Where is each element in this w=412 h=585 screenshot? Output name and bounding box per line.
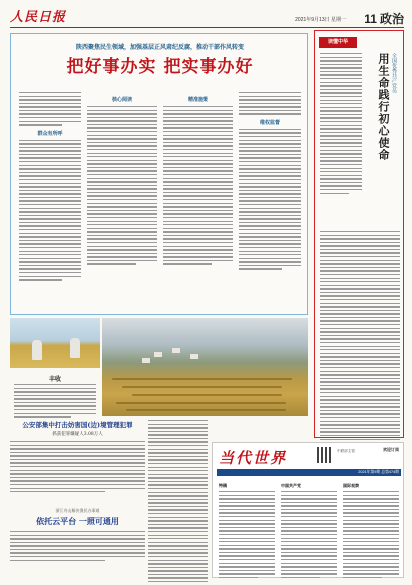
newspaper-logo: 人民日报: [10, 10, 67, 25]
harvest-photo-farmers: [10, 318, 100, 368]
feature-subhead-4: 维权监督: [259, 119, 280, 126]
ad-section-1: 特稿: [219, 483, 227, 488]
right-feature-body: [320, 231, 400, 444]
feature-subhead-3: 精准施策: [187, 97, 208, 103]
qr-code-icon[interactable]: [317, 447, 333, 463]
article-police: [10, 420, 145, 492]
ad-subscribe-label: 欢迎订阅: [383, 447, 399, 452]
page-number: 11: [364, 12, 377, 26]
masthead: [10, 6, 404, 28]
feature-subhead-2: 群众有所呼: [37, 130, 63, 137]
ad-section-3: 国际观察: [343, 483, 359, 488]
article-police-headline: 公安部集中打击妨害国(边)境管理犯罪: [22, 421, 133, 429]
ad-section-2: 中国共产党: [281, 483, 301, 488]
feature-article: [10, 33, 308, 315]
feature-kicker: 陕西聚焦民生领域，加强基层正风肃纪反腐，推动干部作风转变: [75, 45, 244, 51]
article-continued: [148, 420, 208, 585]
article-police-subhead: 抓获犯罪嫌疑人3.08万人: [52, 432, 103, 437]
right-feature-intro: [320, 53, 362, 194]
ad-publisher: 中联部主管: [337, 449, 355, 453]
magazine-ad[interactable]: [212, 442, 404, 578]
right-feature: [314, 30, 404, 438]
article-zhoushan: [10, 508, 145, 561]
feature-headline: 把好事办实 把实事办好: [66, 57, 254, 77]
article-zhoushan-headline: 依托云平台 一照可通用: [36, 516, 119, 526]
feature-subhead-1: 核心阅读: [111, 97, 132, 103]
section-label: [358, 8, 404, 27]
feature-column-4: [239, 92, 301, 270]
column-badge: 读懂中华: [319, 37, 357, 48]
feature-column-1: [19, 92, 81, 281]
ad-magazine-logo: 当代世界: [219, 449, 288, 467]
section-name: 政治: [379, 12, 404, 26]
right-feature-subtitle: 全国优秀共产党员: [391, 53, 397, 93]
photo-caption-title: 丰收: [48, 376, 61, 383]
right-feature-title: 用生命践行初心使命: [377, 53, 390, 161]
ad-contents: [219, 481, 399, 578]
feature-column-3: [163, 92, 233, 265]
article-zhoushan-kicker: 浙江舟山解决渔民办事难: [55, 508, 100, 513]
harvest-photo-terraces: [102, 318, 308, 416]
issue-date: 2021年9月13日 星期一: [295, 17, 346, 23]
ad-issue-info: 2021年第9期 总第474期: [358, 470, 399, 474]
photo-caption-text: [14, 384, 96, 418]
feature-column-2: [87, 92, 157, 265]
